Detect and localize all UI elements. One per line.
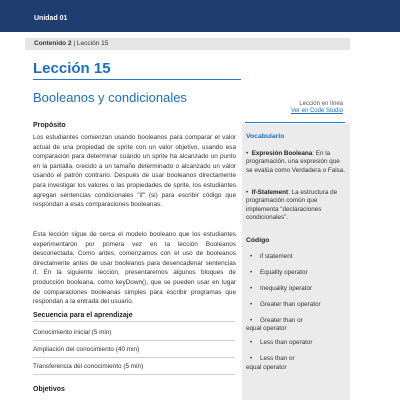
objectives-heading: Objetivos: [33, 386, 65, 393]
sequence-item: Conocimiento inicial (5 min): [33, 329, 112, 336]
vocab-definition: : En la programación, una expresión que se evalúa como Verdadera o Falsa.: [246, 150, 346, 174]
sidebar-divider: [245, 122, 345, 123]
bullet-icon: •: [250, 317, 253, 324]
vocabulary-heading: Vocabulario: [246, 133, 285, 140]
code-heading: Código: [246, 237, 270, 244]
code-item: Less than or: [260, 355, 295, 362]
vocab-entry-boolean-expression: [246, 150, 346, 175]
bullet-icon: •: [250, 339, 253, 346]
content-breadcrumb-bar: [25, 38, 350, 50]
title-divider: [33, 79, 241, 80]
sequence-divider: [33, 321, 235, 322]
bullet-icon: •: [250, 285, 253, 292]
bullet-icon: •: [250, 301, 253, 308]
purpose-heading: Propósito: [33, 122, 66, 129]
code-item: if statement: [260, 253, 293, 260]
code-studio-link[interactable]: Ver en Code Studio: [290, 108, 343, 114]
sequence-divider: [33, 374, 235, 375]
unit-label: Unidad 01: [34, 15, 68, 22]
code-item-continued: equal operator: [246, 325, 287, 332]
code-item: Inequality operator: [260, 285, 313, 292]
sequence-item: Ampliación del conocimiento (40 min): [33, 346, 140, 353]
vocab-term: If-Statement: [251, 189, 289, 196]
breadcrumb: [34, 40, 108, 47]
code-item: Greater than operator: [260, 301, 321, 308]
code-item: Equality operator: [260, 269, 308, 276]
breadcrumb-lesson: Lección 15: [76, 40, 109, 47]
sequence-heading: Secuencia para el aprendizaje: [33, 312, 133, 319]
code-item: Greater than or: [260, 317, 303, 324]
purpose-paragraph-2: Esta lección sigue de cerca el modelo booleano que los estudiantes experimentaron por primera vez en la lección Booleanos desconectada. Como antes, comenzamos con el uso de booleanos directamente antes de usar booleanos para desencadenar sentencias if. En la siguiente lección, presentaremos algunos bloques de producción booleana, como keyDown(), que se pueden usar en lugar de comparaciones booleanas simples para escribir programas que respondan a la entrada del usuario.: [33, 231, 236, 306]
bullet-icon: •: [250, 355, 253, 362]
code-item-continued: equal operator: [246, 364, 287, 371]
breadcrumb-content: Contenido 2: [34, 40, 72, 47]
bullet-icon: •: [250, 253, 253, 260]
vocab-entry-if-statement: [246, 189, 346, 223]
lesson-title: Lección 15: [33, 60, 111, 77]
vocab-definition: : La estructura de programación común que implementa "declaraciones condicionales".: [246, 189, 338, 222]
purpose-paragraph-1: Los estudiantes comienzan usando booleanos para comparar el valor actual de una propiedad de sprite con un valor objetivo, usando esa comparación para determinar cuándo un sprite ha alcanzado un punto en la pantalla, crecido a un tamaño determinado o alcanzado un valor usando el patrón contrario. Después de usar booleanos directamente para investigar los valores o las propiedades de sprite, los estudiantes agregan sentencias condicionales "if" (si) para escribir código que respondan a esas comparaciones booleanas.: [33, 134, 236, 209]
breadcrumb-separator: |: [73, 40, 76, 47]
sequence-divider: [33, 340, 235, 341]
code-item: Less than operator: [260, 339, 313, 346]
bullet-icon: •: [250, 269, 253, 276]
sequence-item: Transferencia del conocimiento (5 min): [33, 363, 144, 370]
lesson-subtitle: Booleanos y condicionales: [33, 90, 187, 105]
bullet-icon: •: [246, 189, 249, 196]
online-lesson-label: Lección en línea: [299, 101, 343, 107]
bullet-icon: •: [246, 150, 249, 157]
vocab-term: Expresión Booleana: [251, 150, 313, 157]
sequence-divider: [33, 357, 235, 358]
